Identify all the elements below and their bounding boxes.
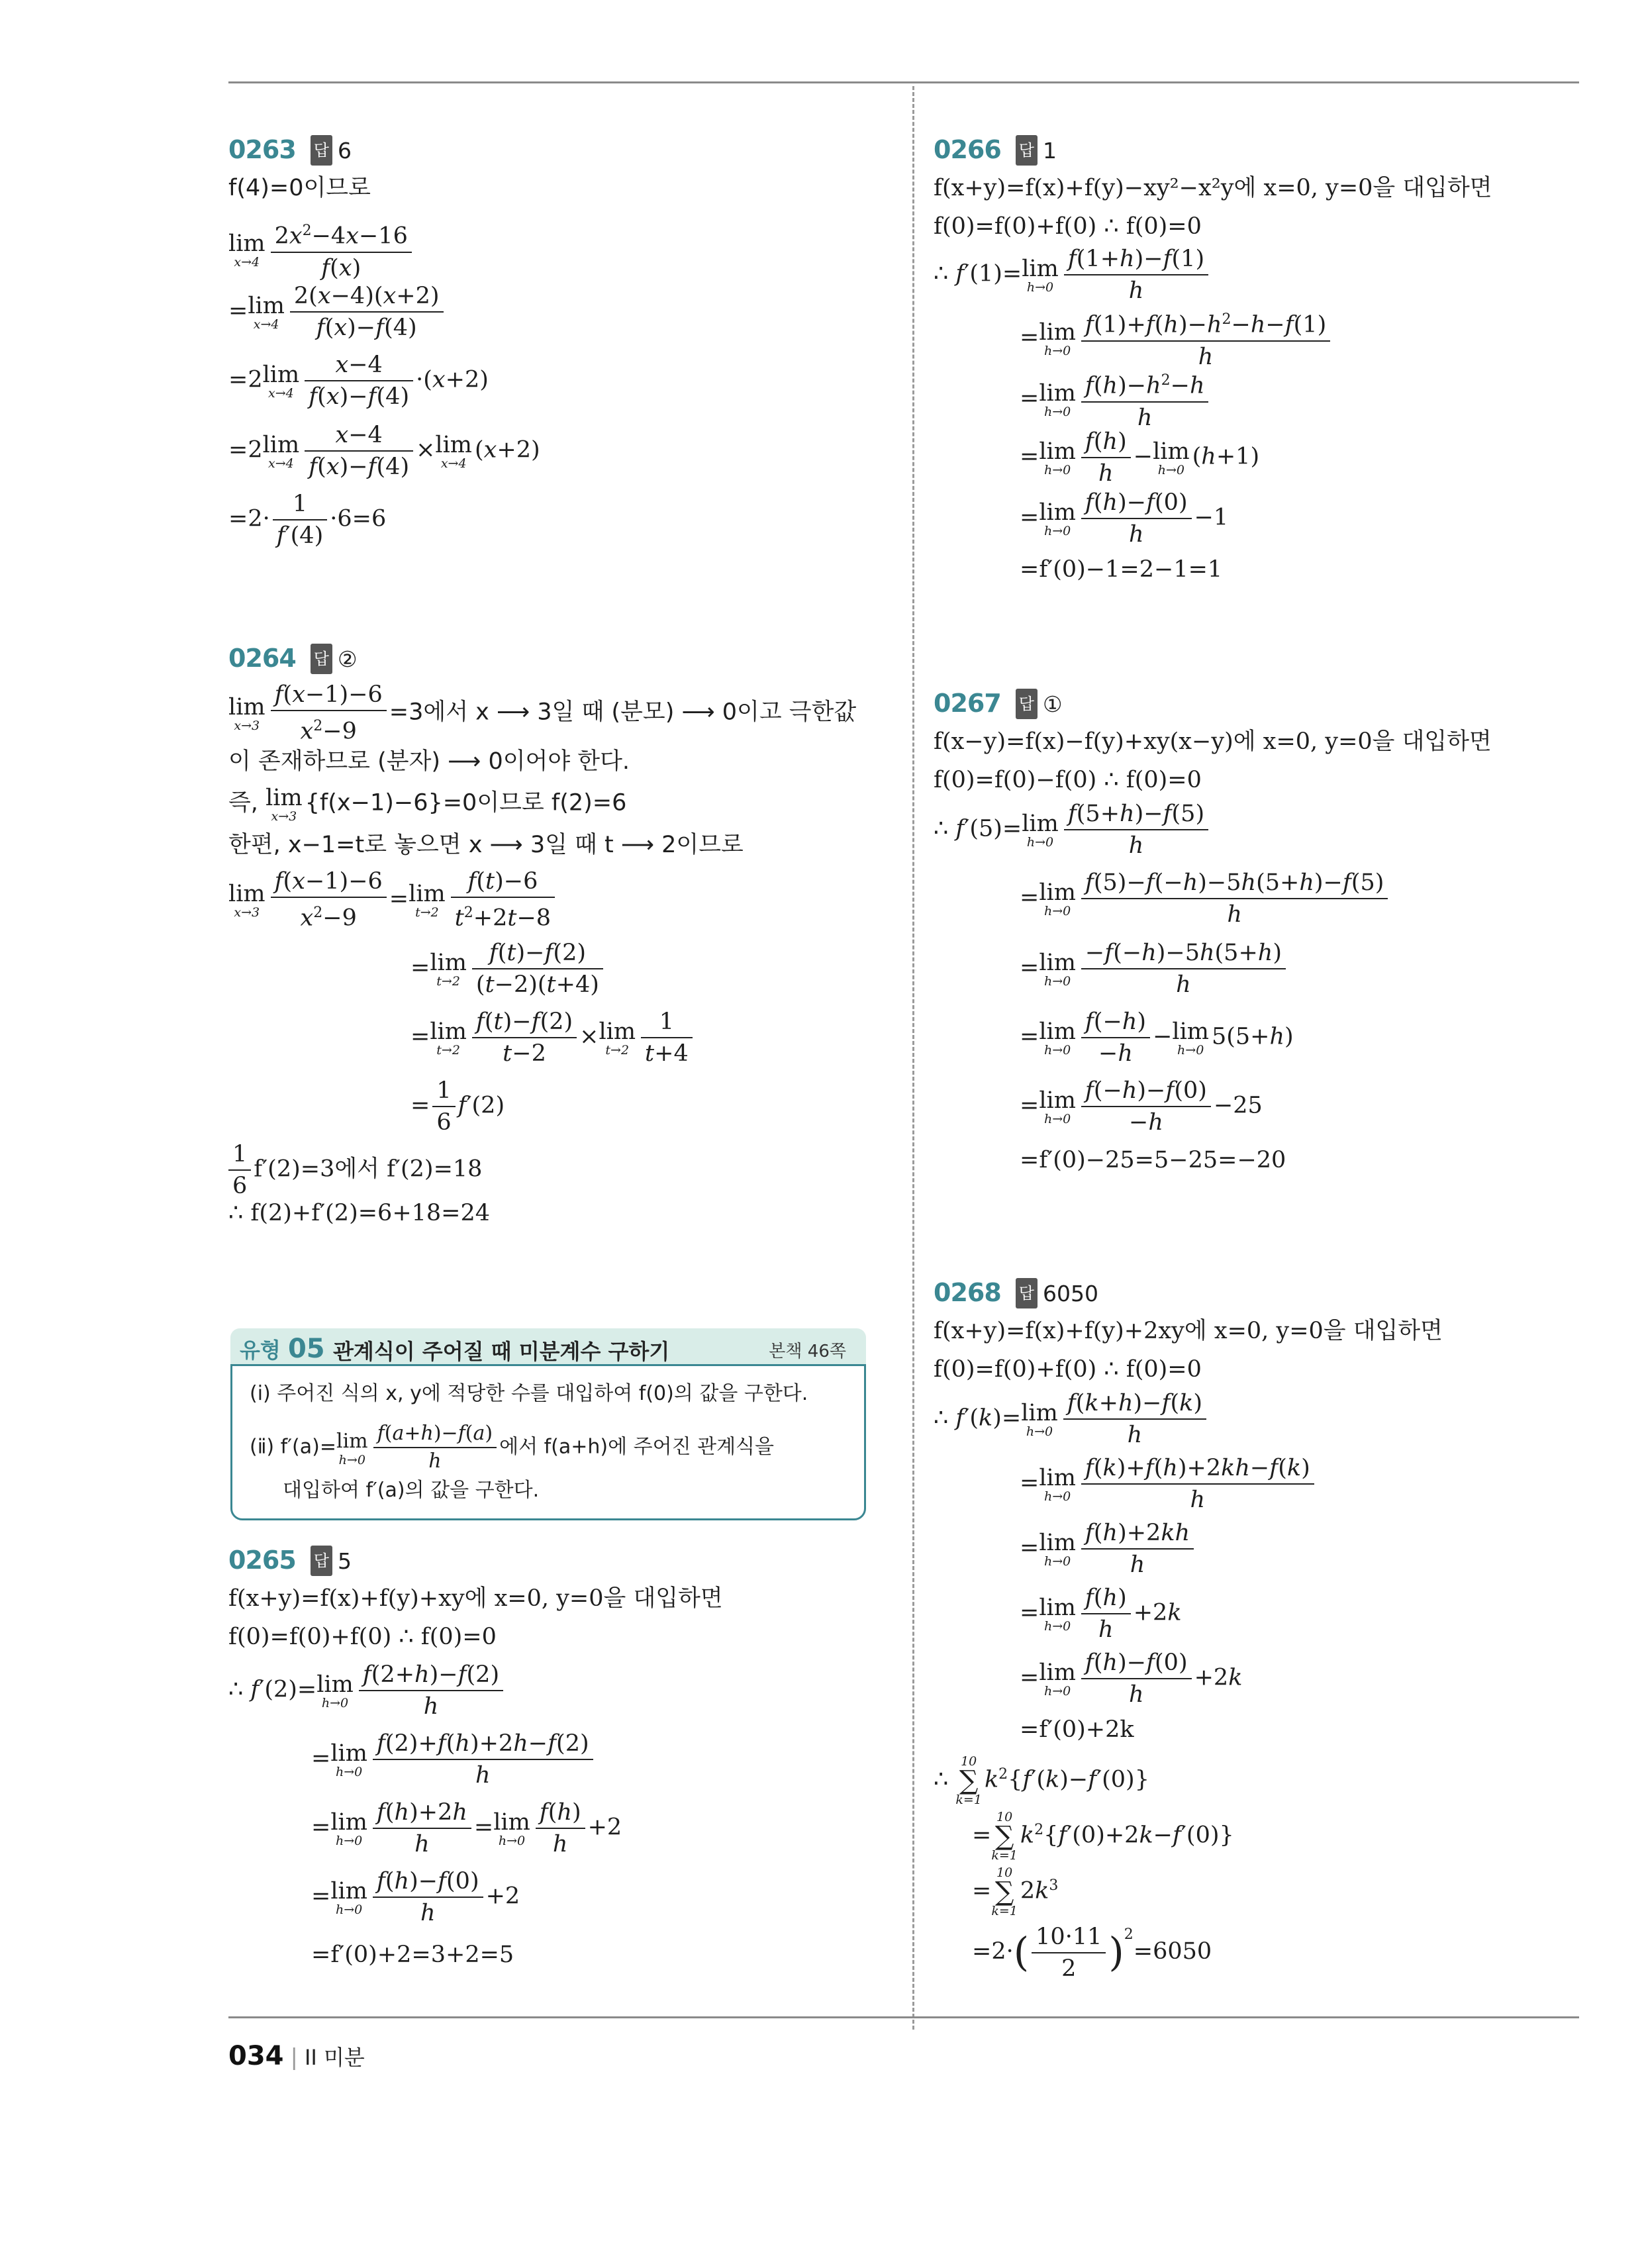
problem-number: 0265 [228,1546,296,1575]
problem-number: 0267 [934,689,1001,718]
solution-line: f(x−y)=f(x)−f(y)+xy(x−y)에 x=0, y=0을 대입하면 [934,728,1492,755]
problem-header [934,1278,1098,1308]
equation-line: = lim h→0 $\frac{f(h)+2h}{h}$ = lim h→0 $\frac{f(h)}{h}$ +2 [311,1799,622,1857]
problem-number: 0264 [228,644,296,673]
equation-line: = lim h→0 $\frac{f(-h)-f(0)}{-h}$ −25 [1020,1077,1263,1136]
type-title: 관계식이 주어질 때 미분계수 구하기 [333,1339,670,1364]
problem-header [934,689,1063,719]
solution-line: f(x+y)=f(x)+f(y)+xy에 x=0, y=0을 대입하면 [228,1585,723,1612]
equation-line: = lim h→0 $\frac{f(2)+f(h)+2h-f(2)}{h}$ [311,1730,596,1789]
type-step-2: (ⅱ) f′(a)= lim h→0 $\frac{f(a+h)-f(a)}{h}$ 에서 f(a+h)에 주어진 관계식을 [250,1422,775,1473]
type-step-2-cont: 대입하여 f′(a)의 값을 구한다. [283,1479,540,1502]
answer-label: 답 [1016,1278,1038,1308]
equation-line: = lim h→0 $\frac{f(-h)}{-h}$ − lim h→0 5(5+h) [1020,1009,1294,1067]
solution-line: =f′(0)−1=2−1=1 [1020,556,1223,583]
answer-label: 답 [311,644,332,674]
equation-line: = lim x→4 $\frac{2(x-4)(x+2)}{f(x)-f(4)}$ [228,282,446,342]
equation-line: = 10 ∑ k=1 $k^2\{f'(0)+2k-f'(0)\}$ [972,1810,1234,1863]
equation-line: = lim t→2 $\frac{f(t)-f(2)}{(t-2)(t+4)}$ [410,939,606,999]
solution-line: 이 존재하므로 (분자) ⟶ 0이어야 한다. [228,748,630,775]
type-reference: 본책 46쪽 [769,1342,846,1361]
equation-line: ∴ 10 ∑ k=1 $k^2\{f'(k)-f'(0)\}$ [934,1754,1149,1807]
solution-line: 한편, x−1=t로 놓으면 x ⟶ 3일 때 t ⟶ 2이므로 [228,832,744,858]
type-box-header [230,1328,866,1368]
equation-line: ∴ f′(k)= lim h→0 $\frac{f(k+h)-f(k)}{h}$ [934,1389,1209,1449]
answer-label: 답 [1016,689,1038,719]
equation-line: = lim h→0 $\frac{f(h)+2kh}{h}$ [1020,1519,1196,1579]
solution-line: f(0)=f(0)+f(0) ∴ f(0)=0 [228,1624,497,1650]
bottom-rule [228,2016,1579,2018]
answer-label: 답 [311,1546,332,1576]
equation-line: = lim h→0 $\frac{-f(-h)-5h(5+h)}{h}$ [1020,939,1288,999]
answer-value: ① [1042,691,1063,717]
equation-line: =2 lim x→4 $\frac{x-4}{f(x)-f(4)}$ ·(x+2) [228,352,489,410]
equation-line: =2 lim x→4 $\frac{x-4}{f(x)-f(4)}$ × lim x→4 (x+2) [228,422,540,480]
problem-number: 0263 [228,135,296,164]
solution-line: f(0)=f(0)−f(0) ∴ f(0)=0 [934,767,1202,793]
problem-header [228,135,352,166]
solution-line: =f′(0)−25=5−25=−20 [1020,1147,1286,1173]
top-rule [228,81,1579,83]
equation-line: = lim h→0 $\frac{f(h)-f(0)}{h}$ +2 [311,1868,520,1926]
answer-value: ② [337,646,358,672]
equation-line: = 10 ∑ k=1 $2k^3$ [972,1865,1059,1918]
answer-value: 5 [337,1548,352,1574]
equation-line: lim x→4 $\frac{2x^2-4x-16}{f(x)}$ [228,217,414,282]
type-tag: 유형 05 [240,1334,325,1364]
equation-line: lim x→3 $\frac{f(x-1)-6}{x^2-9}$ =3에서 x ⟶ 3일 때 (분모) ⟶ 0이고 극한값 [228,681,857,745]
equation-line: = lim h→0 $\frac{f(h)}{h}$ − lim h→0 (h+1) [1020,428,1260,487]
answer-value: 1 [1042,138,1057,164]
answer-label: 답 [311,135,332,166]
type-box-body [230,1364,866,1520]
solution-line: f(4)=0이므로 [228,175,371,201]
answer-value: 6050 [1042,1281,1098,1307]
equation-line: lim x→3 $\frac{f(x-1)-6}{x^2-9}$ = lim t→2 $\frac{f(t)-6}{t^2+2t-8}$ [228,867,557,932]
equation-line: =2· $\frac{1}{f'(4)}$ ·6=6 [228,491,387,549]
equation-line: = $\frac{1}{6}$ f′(2) [410,1077,505,1136]
solution-line: =f′(0)+2k [1020,1716,1134,1743]
equation-line: 즉, lim x→3 {f(x−1)−6}=0이므로 f(2)=6 [228,785,627,824]
solution-line: f(x+y)=f(x)+f(y)−xy²−x²y에 x=0, y=0을 대입하면 [934,175,1492,201]
type-summary-box [230,1328,866,1520]
problem-number: 0266 [934,135,1001,164]
equation-line: = lim h→0 $\frac{f(5)-f(-h)-5h(5+h)-f(5)}{h}$ [1020,869,1390,928]
solution-line: =f′(0)+2=3+2=5 [311,1942,514,1968]
answer-label: 답 [1016,135,1038,166]
problem-header [934,135,1057,166]
column-divider [912,86,914,2030]
equation-line: = lim t→2 $\frac{f(t)-f(2)}{t-2}$ × lim t→2 $\frac{1}{t+4}$ [410,1008,695,1067]
equation-line: $\frac{1}{6}$ f′(2)=3에서 f′(2)=18 [228,1140,482,1200]
page-footer [228,2041,365,2071]
problem-number: 0268 [934,1278,1001,1307]
equation-line: ∴ f′(5)= lim h→0 $\frac{f(5+h)-f(5)}{h}$ [934,800,1211,860]
equation-line: ∴ f′(2)= lim h→0 $\frac{f(2+h)-f(2)}{h}$ [228,1661,506,1720]
solution-line: f(0)=f(0)+f(0) ∴ f(0)=0 [934,1356,1202,1383]
equation-line: = lim h→0 $\frac{f(k)+f(h)+2kh-f(k)}{h}$ [1020,1454,1317,1514]
page-number: 034 [228,2041,284,2071]
type-step-1: (ⅰ) 주어진 식의 x, y에 적당한 수를 대입하여 f(0)의 값을 구한다. [250,1382,808,1405]
footer-separator: | [290,2044,298,2071]
equation-line: =2·( $\frac{10\cdot 11}{2}$ )$^2$=6050 [972,1923,1212,1982]
problem-header [228,1546,352,1576]
problem-header [228,644,358,674]
equation-line: = lim h→0 $\frac{f(h)}{h}$ +2k [1020,1585,1182,1643]
solution-line: f(0)=f(0)+f(0) ∴ f(0)=0 [934,213,1202,240]
equation-line: = lim h→0 $\frac{f(h)-f(0)}{h}$ +2k [1020,1650,1243,1708]
equation-line: = lim h→0 $\frac{f(1)+f(h)-h^2-h-f(1)}{h}$ [1020,306,1333,371]
answer-value: 6 [337,138,352,164]
equation-line: ∴ f′(1)= lim h→0 $\frac{f(1+h)-f(1)}{h}$ [934,245,1211,305]
equation-line: = lim h→0 $\frac{f(h)-h^2-h}{h}$ [1020,367,1211,432]
chapter-label: II 미분 [304,2045,365,2070]
solution-line: f(x+y)=f(x)+f(y)+2xy에 x=0, y=0을 대입하면 [934,1318,1443,1344]
solution-line: ∴ f(2)+f′(2)=6+18=24 [228,1200,491,1226]
equation-line: = lim h→0 $\frac{f(h)-f(0)}{h}$ −1 [1020,489,1229,548]
